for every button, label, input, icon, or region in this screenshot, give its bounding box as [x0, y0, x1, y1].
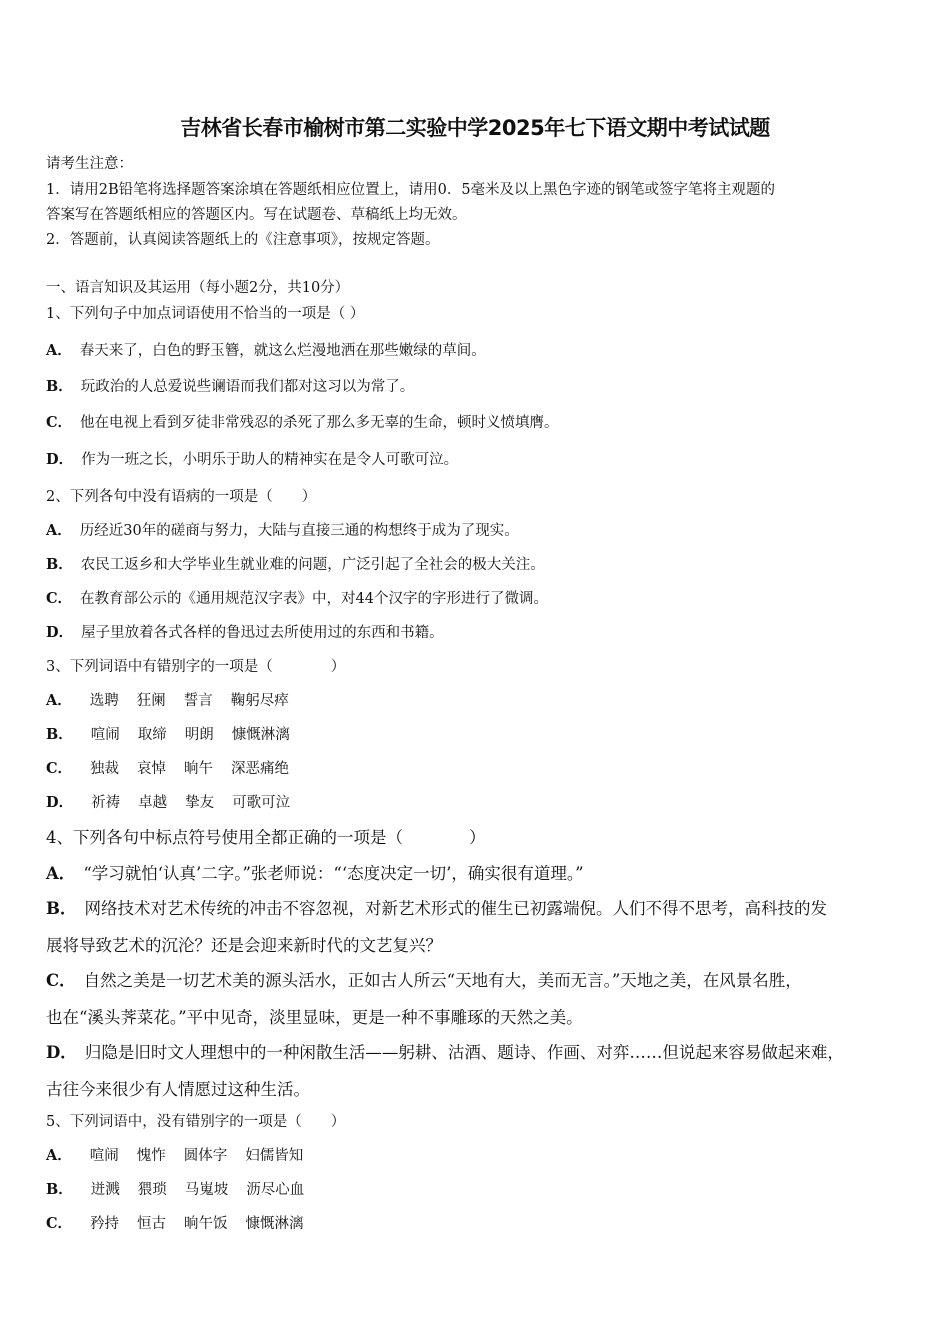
option-label: A．	[46, 1147, 72, 1164]
question-2-option-b	[46, 553, 545, 574]
question-4-option-b-line-2: 展将导致艺术的沉沦？还是会迎来新时代的文艺复兴？	[46, 936, 442, 955]
option-text: 在教育部公示的《通用规范汉字表》中，对44个汉字的字形进行了微调。	[80, 591, 548, 607]
word: 矜持	[90, 1216, 120, 1232]
option-label: C．	[46, 971, 76, 990]
question-4-option-a	[46, 860, 584, 884]
option-label: B．	[46, 378, 73, 395]
word: 慷慨淋漓	[231, 727, 290, 743]
question-5-option-c	[46, 1212, 322, 1233]
word: 猥琐	[137, 1182, 167, 1198]
question-3-option-b	[46, 723, 308, 744]
word: 愧怍	[136, 1148, 166, 1164]
section-heading: 一、语言知识及其运用（每小题2分，共10分）	[46, 280, 350, 296]
word: 圆体字	[183, 1148, 228, 1164]
option-text: 玩政治的人总爱说些谰语而我们都对这习以为常了。	[80, 379, 415, 395]
option-label: A．	[46, 692, 72, 709]
option-text: 网络技术对艺术传统的冲击不容忽视，对新艺术形式的催生已初露端倪。人们不得不思考，高科技的发	[84, 899, 827, 918]
option-label: B．	[46, 726, 73, 743]
option-label: D．	[46, 1043, 77, 1062]
word: 选聘	[89, 693, 119, 709]
word: 卓越	[138, 795, 168, 811]
option-text: 历经近30年的磋商与努力，大陆与直接三通的构想终于成为了现实。	[79, 523, 519, 539]
question-3-option-a	[46, 689, 307, 710]
exam-title: 吉林省长春市榆树市第二实验中学2025年七下语文期中考试试题	[180, 116, 770, 140]
question-4-option-d-line-2: 古往今来很少有人情愿过这种生活。	[46, 1080, 310, 1099]
question-1-option-a	[46, 339, 486, 360]
option-label: C．	[46, 760, 73, 777]
option-text: 农民工返乡和大学毕业生就业难的问题，广泛引起了全社会的极大关注。	[80, 557, 545, 573]
word: 鞠躬尽瘁	[230, 693, 289, 709]
option-label: D．	[46, 794, 74, 811]
word: 祈祷	[91, 795, 121, 811]
question-1-stem: 1、下列句子中加点词语使用不恰当的一项是（ ）	[46, 306, 365, 322]
option-text: 作为一班之长，小明乐于助人的精神实在是令人可歌可泣。	[81, 452, 459, 468]
question-5-option-b	[46, 1178, 322, 1199]
question-4-option-d-line-1	[46, 1039, 844, 1063]
option-label: C．	[46, 1215, 73, 1232]
question-3-option-c	[46, 757, 307, 778]
question-2-option-d	[46, 621, 444, 642]
question-1-option-c	[46, 411, 559, 432]
word: 取缔	[137, 727, 167, 743]
word: 喧闹	[90, 727, 120, 743]
question-4-option-c-line-1	[46, 967, 802, 991]
option-text: “学习就怕‘认真’二字。”张老师说：“‘态度决定一切’，确实很有道理。”	[83, 864, 584, 883]
word: 哀悼	[137, 761, 167, 777]
word: 马嵬坡	[184, 1182, 229, 1198]
word: 晌午饭	[184, 1216, 228, 1232]
option-label: B．	[46, 556, 73, 573]
question-4-option-c-line-2: 也在“溪头荠菜花。”平中见奇，淡里显味，更是一种不事雕琢的天然之美。	[46, 1008, 583, 1027]
word: 沥尽心血	[246, 1182, 305, 1198]
option-label: C．	[46, 590, 73, 607]
question-2-stem: 2、下列各句中没有语病的一项是（ ）	[46, 489, 317, 505]
question-1-option-d	[46, 448, 458, 469]
notice-item-1-line-1: 1．请用2B铅笔将选择题答案涂填在答题纸相应位置上，请用0．5毫米及以上黑色字迹的钢笔或签字笔将主观题的	[46, 182, 776, 198]
option-label: D．	[46, 451, 74, 468]
option-text: 屋子里放着各式各样的鲁迅过去所使用过的东西和书籍。	[81, 625, 444, 641]
notice-heading: 请考生注意：	[46, 156, 133, 172]
word: 狂阑	[136, 693, 166, 709]
question-3-stem: 3、下列词语中有错别字的一项是（ ）	[46, 659, 346, 675]
question-4-option-b-line-1	[46, 895, 827, 919]
option-label: A．	[46, 342, 72, 359]
notice-item-2: 2．答题前，认真阅读答题纸上的《注意事项》，按规定答题。	[46, 232, 440, 248]
question-4-stem: 4、下列各句中标点符号使用全都正确的一项是（ ）	[46, 828, 486, 847]
word: 明朗	[184, 727, 214, 743]
option-label: B．	[46, 899, 77, 918]
option-text: 自然之美是一切艺术美的源头活水，正如古人所云“天地有大，美而无言。”天地之美，在风景名胜，	[83, 971, 802, 990]
question-2-option-a	[46, 519, 519, 540]
word: 喧闹	[89, 1148, 119, 1164]
word: 深恶痛绝	[231, 761, 290, 777]
word: 独裁	[90, 761, 120, 777]
word: 恒古	[137, 1216, 167, 1232]
word: 迸溅	[90, 1182, 120, 1198]
word: 妇儒皆知	[245, 1148, 304, 1164]
question-2-option-c	[46, 587, 548, 608]
question-1-option-b	[46, 375, 414, 396]
option-text: 归隐是旧时文人理想中的一种闲散生活——躬耕、沽酒、题诗、作画、对弈……但说起来容易做起来难，	[84, 1043, 844, 1062]
word: 誓言	[183, 693, 213, 709]
option-label: D．	[46, 624, 74, 641]
question-3-option-d	[46, 791, 308, 812]
word: 慷慨淋漓	[245, 1216, 304, 1232]
notice-item-1-line-2: 答案写在答题纸相应的答题区内。写在试题卷、草稿纸上均无效。	[46, 207, 467, 223]
option-text: 他在电视上看到歹徒非常残忍的杀死了那么多无辜的生命，顿时义愤填膺。	[80, 415, 559, 431]
option-label: A．	[46, 864, 76, 883]
word: 挚友	[185, 795, 215, 811]
word: 晌午	[184, 761, 214, 777]
option-label: A．	[46, 522, 72, 539]
option-label: B．	[46, 1181, 73, 1198]
option-label: C．	[46, 414, 73, 431]
option-text: 春天来了，白色的野玉簪，就这么烂漫地洒在那些嫩绿的草间。	[79, 343, 486, 359]
question-5-option-a	[46, 1144, 321, 1165]
word: 可歌可泣	[232, 795, 291, 811]
question-5-stem: 5、下列词语中，没有错别字的一项是（ ）	[46, 1114, 346, 1130]
